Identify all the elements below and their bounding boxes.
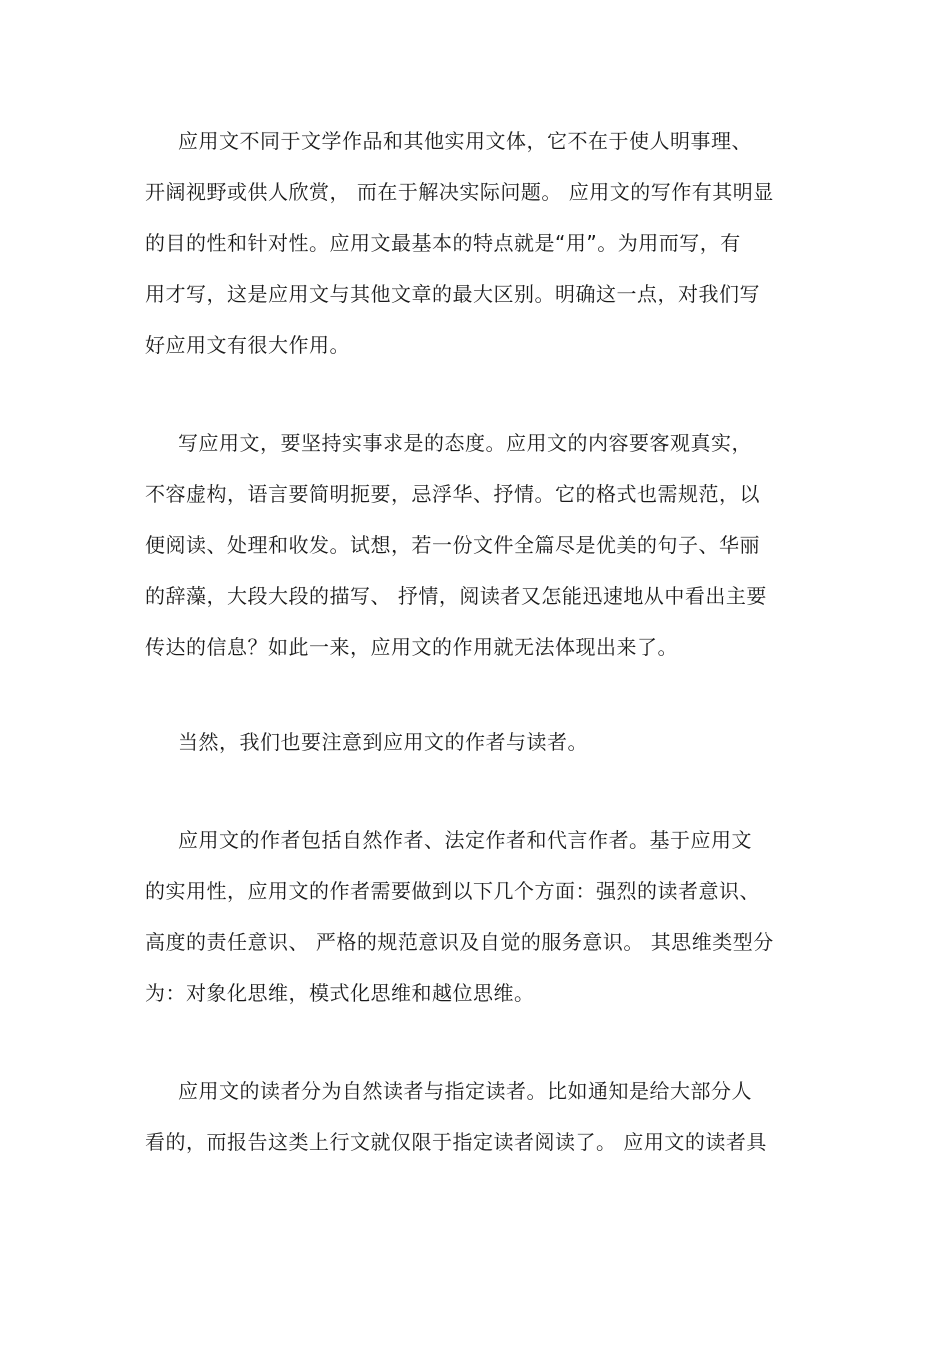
paragraph-1 — [145, 116, 805, 371]
text-line: 应用文的作者包括自然作者、法定作者和代言作者。基于应用文 — [178, 828, 752, 852]
text-line: 不容虚构，语言要简明扼要，忌浮华、抒情。它的格式也需规范，以 — [145, 482, 760, 506]
text-line: 高度的责任意识、 严格的规范意识及自觉的服务意识。 其思维类型分 — [145, 930, 774, 954]
text-line: 应用文不同于文学作品和其他实用文体，它不在于使人明事理、 — [178, 129, 752, 153]
paragraph-2 — [145, 418, 805, 673]
text-line: 的目的性和针对性。应用文最基本的特点就是“用”。为用而写，有 — [145, 231, 741, 255]
text-line: 用才写，这是应用文与其他文章的最大区别。明确这一点，对我们写 — [145, 282, 760, 306]
paragraph-4 — [145, 815, 805, 1019]
text-line: 的实用性，应用文的作者需要做到以下几个方面：强烈的读者意识、 — [145, 879, 760, 903]
text-line: 写应用文，要坚持实事求是的态度。应用文的内容要客观真实， — [178, 431, 752, 455]
text-line: 为：对象化思维，模式化思维和越位思维。 — [145, 981, 535, 1005]
text-line: 好应用文有很大作用。 — [145, 333, 350, 357]
text-line: 开阔视野或供人欣赏， 而在于解决实际问题。 应用文的写作有其明显 — [145, 180, 774, 204]
text-line: 传达的信息？如此一来，应用文的作用就无法体现出来了。 — [145, 635, 678, 659]
text-line: 应用文的读者分为自然读者与指定读者。比如通知是给大部分人 — [178, 1079, 752, 1103]
text-line: 的辞藻，大段大段的描写、 抒情，阅读者又怎能迅速地从中看出主要 — [145, 584, 767, 608]
text-line: 当然，我们也要注意到应用文的作者与读者。 — [178, 730, 588, 754]
text-line: 便阅读、处理和收发。试想，若一份文件全篇尽是优美的句子、华丽 — [145, 533, 760, 557]
text-line: 看的，而报告这类上行文就仅限于指定读者阅读了。 应用文的读者具 — [145, 1130, 767, 1154]
paragraph-5 — [145, 1066, 805, 1168]
paragraph-3 — [145, 717, 805, 768]
